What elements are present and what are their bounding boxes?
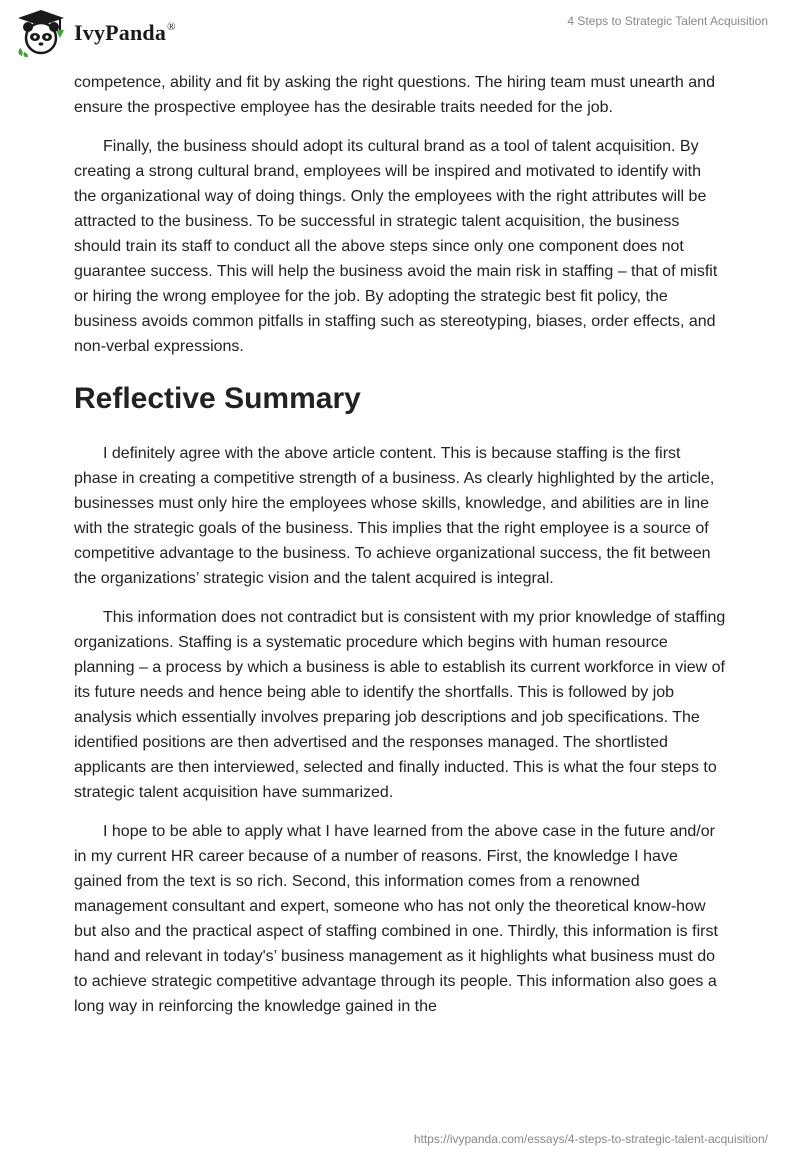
section-heading-reflective-summary: Reflective Summary	[74, 382, 361, 415]
panda-graduate-icon	[14, 8, 68, 58]
document-title: 4 Steps to Strategic Talent Acquisition	[567, 14, 768, 28]
paragraph-prior-knowledge: This information does not contradict but is consistent with my prior knowledge of staffing organizations. Staffing is a systematic procedure which begins with human resource planning – a process by which a business is able to establish its current workforce in view of its future needs and hence being able to identify the shortfalls. This is followed by job analysis which essentially involves preparing job descriptions and job specifications. The identified positions are then advertised and the responses managed. The shortlisted applicants are then interviewed, selected and finally inducted. This is what the four steps to strategic talent acquisition have summarized.	[74, 609, 726, 801]
footer-source-url[interactable]: https://ivypanda.com/essays/4-steps-to-strategic-talent-acquisition/	[413, 1132, 768, 1146]
paragraph-cultural-brand: Finally, the business should adopt its cultural brand as a tool of talent acquisition. By creating a strong cultural brand, employees will be inspired and motivated to identify with the organizational way of doing things. Only the employees with the right attributes will be attracted to the business. To be successful in strategic talent acquisition, the business should train its staff to conduct all the above steps since only one component does not guarantee success. This will help the business avoid the main risk in staffing – that of misfit or hiring the wrong employee for the job. By adopting the strategic best fit policy, the business avoids common pitfalls in staffing such as stereotyping, biases, order effects, and non-verbal expressions.	[74, 138, 718, 355]
page-header	[0, 0, 800, 70]
paragraph-application: I hope to be able to apply what I have learned from the above case in the future and/or in my current HR career because of a number of reasons. First, the knowledge I have gained from the text is so rich. Second, this information comes from a renowned management consultant and expert, someone who has not only the theoretical know-how but also and the practical aspect of staffing combined in one. Thirdly, this information is first hand and relevant in today's’ business management as it highlights what business must do to achieve strategic competitive advantage through its people. This information also goes a long way in reinforcing the knowledge gained in the	[74, 823, 718, 1015]
essay-content	[74, 70, 726, 1033]
paragraph-continued: competence, ability and fit by asking the right questions. The hiring team must unearth and ensure the prospective employee has the desirable traits needed for the job.	[74, 74, 715, 116]
ivypanda-logo[interactable]	[14, 8, 176, 58]
logo-text: IvyPanda®	[74, 20, 176, 45]
registered-mark: ®	[167, 21, 176, 33]
paragraph-agreement: I definitely agree with the above article content. This is because staffing is the first phase in creating a competitive strength of a business. As clearly highlighted by the article, businesses must only hire the employees whose skills, knowledge, and abilities are in line with the strategic goals of the business. This implies that the right employee is a source of competitive advantage to the business. To achieve organizational success, the fit between the organizations’ strategic vision and the talent acquired is integral.	[74, 445, 715, 587]
